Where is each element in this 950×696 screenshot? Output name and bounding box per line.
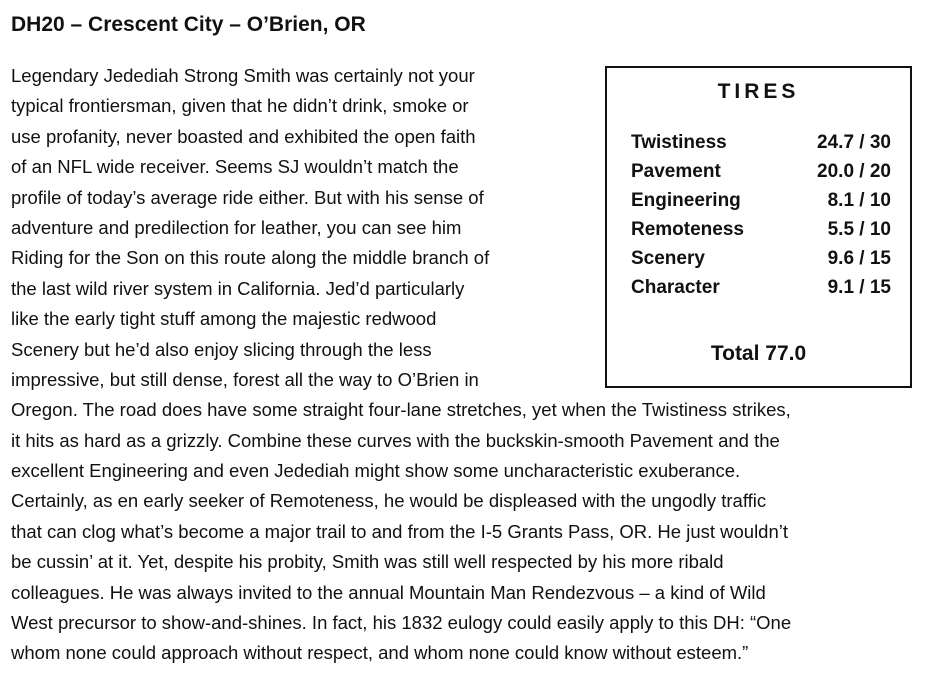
- body-line: like the early tight stuff among the majestic redwood: [11, 308, 437, 330]
- score-value: 20.0 / 20: [817, 161, 891, 182]
- score-row-engineering: [631, 186, 891, 215]
- body-line: of an NFL wide receiver. Seems SJ wouldn’t match the: [11, 156, 459, 178]
- body-line: that can clog what’s become a major trail to and from the I-5 Grants Pass, OR. He just wouldn’t: [11, 520, 789, 542]
- score-label: Twistiness: [631, 132, 727, 153]
- body-line: impressive, but still dense, forest all the way to O’Brien in: [11, 368, 479, 390]
- body-line: colleagues. He was always invited to the annual Mountain Man Rendezvous – a kind of Wild: [11, 581, 766, 603]
- tires-score-box: [605, 66, 912, 388]
- score-label: Character: [631, 277, 720, 298]
- total-score: Total 77.0: [710, 342, 807, 365]
- body-line: be cussin’ at it. Yet, despite his probity, Smith was still well respected by his more ribald: [11, 551, 724, 573]
- score-row-pavement: [631, 157, 891, 186]
- score-value: 9.6 / 15: [827, 248, 891, 269]
- score-value: 24.7 / 30: [817, 132, 891, 153]
- score-row-remoteness: [631, 215, 891, 244]
- page-title: DH20 – Crescent City – O’Brien, OR: [11, 13, 366, 36]
- score-label: Scenery: [631, 248, 705, 269]
- tires-heading: TIRES: [717, 80, 800, 103]
- score-label: Pavement: [631, 161, 721, 182]
- body-line: the last wild river system in California. Jed’d particularly: [11, 277, 465, 299]
- score-value: 5.5 / 10: [827, 219, 891, 240]
- body-line: Riding for the Son on this route along the middle branch of: [11, 247, 490, 269]
- body-line: typical frontiersman, given that he didn’t drink, smoke or: [11, 95, 469, 117]
- score-label: Remoteness: [631, 219, 744, 240]
- body-line: it hits as hard as a grizzly. Combine these curves with the buckskin-smooth Pavement and the: [11, 429, 780, 451]
- score-value: 9.1 / 15: [827, 277, 891, 298]
- body-line: Legendary Jedediah Strong Smith was certainly not your: [11, 65, 475, 86]
- body-line: whom none could approach without respect, and whom none could know without esteem.”: [11, 642, 749, 664]
- body-line: profile of today’s average ride either. But with his sense of: [11, 186, 484, 208]
- body-line: West precursor to show-and-shines. In fact, his 1832 eulogy could easily apply to this DH: “One: [11, 612, 792, 634]
- body-line: Scenery but he’d also enjoy slicing through the less: [11, 338, 432, 360]
- score-value: 8.1 / 10: [827, 190, 891, 211]
- body-line: excellent Engineering and even Jedediah might show some uncharacteristic exuberance.: [11, 460, 741, 482]
- body-line: adventure and predilection for leather, you can see him: [11, 216, 462, 238]
- score-row-character: [631, 273, 891, 302]
- score-label: Engineering: [631, 190, 741, 211]
- score-list: [631, 128, 891, 302]
- score-row-twistiness: [631, 128, 891, 157]
- body-line: use profanity, never boasted and exhibited the open faith: [11, 125, 476, 147]
- score-row-scenery: [631, 244, 891, 273]
- body-line: Certainly, as en early seeker of Remoteness, he would be displeased with the ungodly traffic: [11, 490, 767, 512]
- body-line: Oregon. The road does have some straight four-lane stretches, yet when the Twistiness strikes,: [11, 399, 791, 421]
